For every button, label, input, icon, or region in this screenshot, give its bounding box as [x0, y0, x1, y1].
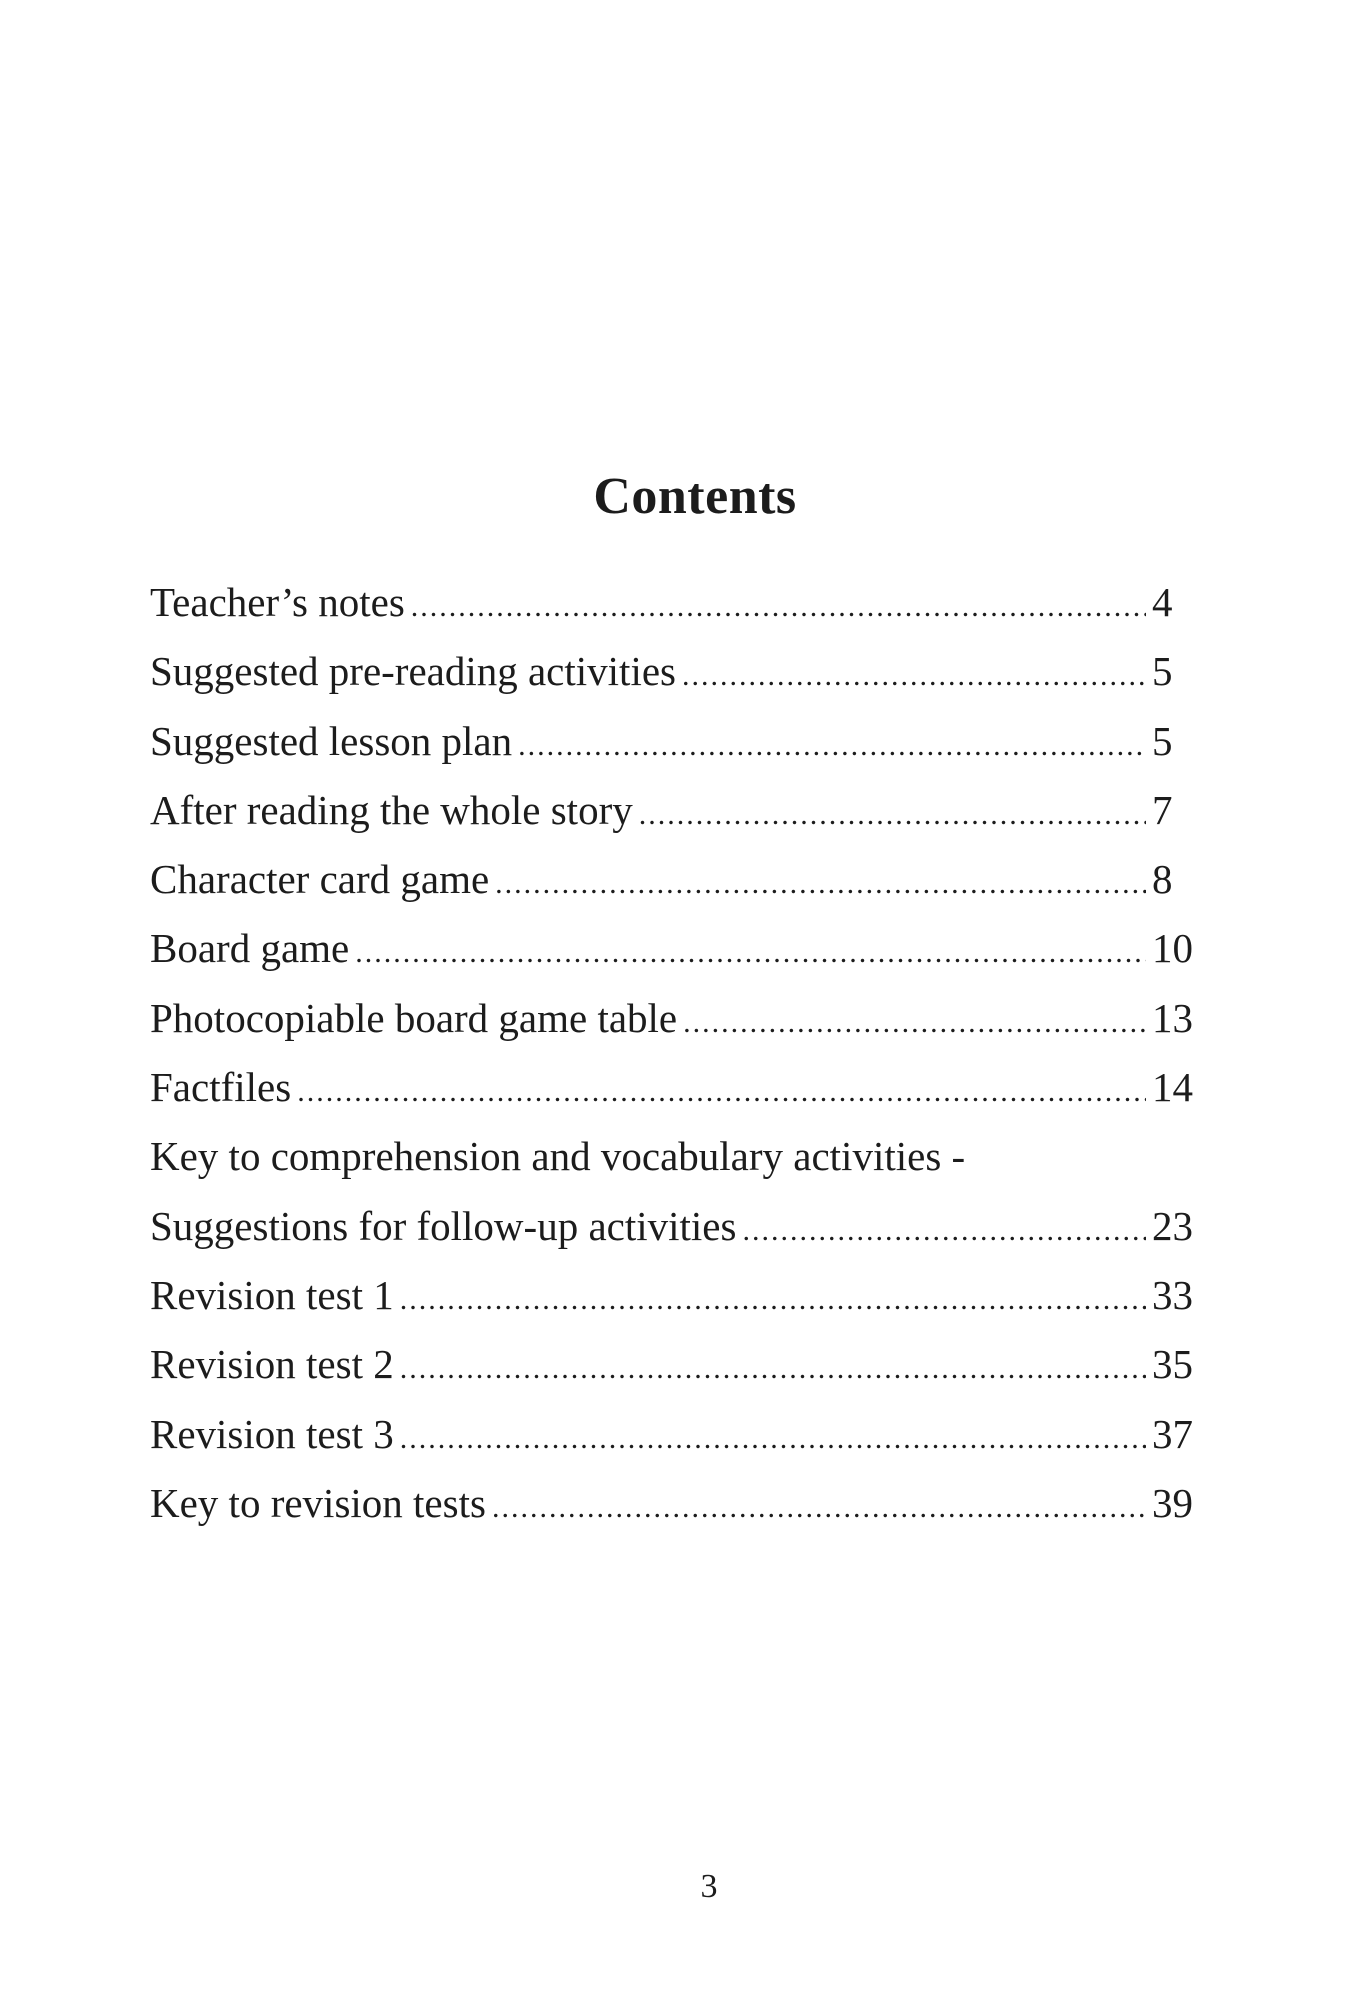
toc-entry-title: Key to comprehension and vocabulary activities - — [150, 1133, 966, 1180]
toc-entry-title: Character card game — [150, 856, 490, 903]
dot-leader — [492, 1473, 1146, 1542]
dot-leader — [518, 711, 1146, 780]
toc-entry-page: 5 — [1152, 648, 1173, 695]
toc-entry-page: 37 — [1152, 1410, 1193, 1457]
toc-entry-page: 10 — [1152, 925, 1193, 972]
toc-entry-title: Teacher’s notes — [150, 579, 405, 625]
toc-entry-page: 7 — [1152, 786, 1173, 833]
toc-entry-title: Suggested lesson plan — [150, 717, 513, 764]
dot-leader — [297, 1057, 1146, 1126]
toc-entry-title: Suggestions for follow-up activities — [150, 1202, 737, 1249]
toc-entry-title: Revision test 2 — [150, 1341, 394, 1388]
toc-entry-factfiles[interactable] — [150, 1053, 1210, 1122]
toc-entry-follow-up-activities[interactable] — [150, 1192, 1210, 1261]
toc-entry-key-to-activities[interactable] — [150, 1122, 1210, 1191]
dot-leader — [411, 572, 1146, 641]
toc-entry-revision-test-1[interactable] — [150, 1261, 1210, 1330]
toc-entry-page: 8 — [1152, 856, 1173, 903]
page-title: Contents — [593, 468, 797, 525]
toc-entry-lesson-plan[interactable] — [150, 707, 1210, 776]
toc-entry-pre-reading-activities[interactable] — [150, 637, 1210, 706]
dot-leader — [495, 849, 1146, 918]
dot-leader — [355, 918, 1146, 987]
toc-entry-title: After reading the whole story — [150, 786, 633, 833]
page-number: 3 — [700, 1868, 718, 1905]
toc-entry-revision-test-2[interactable] — [150, 1330, 1210, 1399]
toc-entry-key-to-revision-tests[interactable] — [150, 1469, 1210, 1538]
toc-entry-board-game[interactable] — [150, 914, 1210, 983]
toc-entry-after-reading[interactable] — [150, 776, 1210, 845]
toc-entry-page: 4 — [1152, 579, 1173, 625]
toc-entry-page: 33 — [1152, 1271, 1193, 1318]
toc-entry-title: Revision test 3 — [150, 1410, 394, 1457]
toc-entry-character-card-game[interactable] — [150, 845, 1210, 914]
dot-leader — [682, 641, 1146, 710]
toc-entry-title: Suggested pre-reading activities — [150, 648, 676, 695]
dot-leader — [683, 988, 1146, 1057]
toc-entry-page: 35 — [1152, 1341, 1193, 1388]
toc-entry-title: Photocopiable board game table — [150, 994, 678, 1041]
toc-entry-revision-test-3[interactable] — [150, 1400, 1210, 1469]
dot-leader — [639, 780, 1146, 849]
dot-leader — [742, 1196, 1146, 1265]
toc-entry-title: Key to revision tests — [150, 1479, 486, 1526]
toc-entry-page: 13 — [1152, 994, 1193, 1041]
table-of-contents — [150, 568, 1210, 1538]
toc-entry-title: Factfiles — [150, 1064, 292, 1111]
dot-leader — [400, 1334, 1146, 1403]
toc-entry-page: 5 — [1152, 717, 1173, 764]
toc-entry-page: 39 — [1152, 1479, 1193, 1526]
toc-entry-teachers-notes[interactable] — [150, 568, 1210, 637]
toc-entry-title: Revision test 1 — [150, 1271, 394, 1318]
dot-leader — [400, 1265, 1146, 1334]
toc-entry-page: 14 — [1152, 1064, 1193, 1111]
toc-entry-page: 23 — [1152, 1202, 1193, 1249]
dot-leader — [400, 1404, 1146, 1473]
toc-entry-title: Board game — [150, 925, 350, 972]
toc-entry-board-game-table[interactable] — [150, 984, 1210, 1053]
